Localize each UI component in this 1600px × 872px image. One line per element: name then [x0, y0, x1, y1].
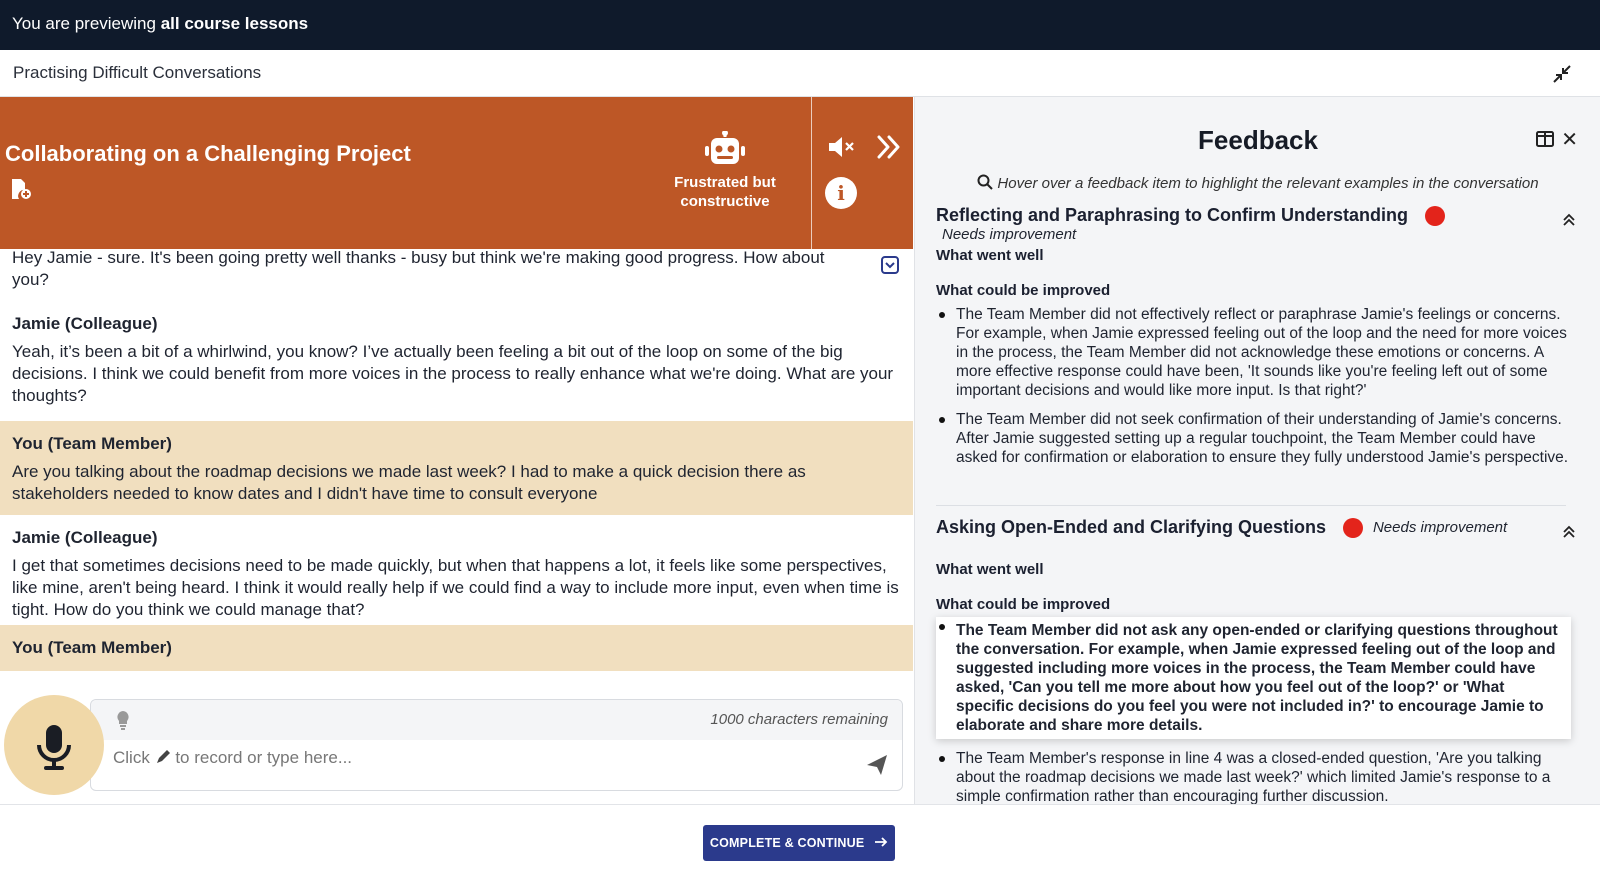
- status-dot: [1425, 206, 1445, 226]
- scenario-brief-icon[interactable]: [10, 178, 32, 200]
- message-text: Are you talking about the roadmap decisions we made last week? I had to make a quick decision there as stakeholders needed to know dates and I didn't have time to consult everyone: [12, 462, 806, 503]
- chat-transcript[interactable]: [0, 249, 913, 671]
- message-composer: [0, 671, 913, 804]
- placeholder-suffix: to record or type here...: [175, 748, 353, 767]
- message-text: I get that sometimes decisions need to be made quickly, but when that happens a lot, it feels like some perspectives, like mine, aren't being heard. I think it would really help if we could find a way to include more input, even when time is tight. How do you think we could manage that?: [12, 556, 899, 619]
- persona-mood: Frustrated but constructive: [674, 174, 776, 210]
- info-icon[interactable]: i: [825, 177, 857, 209]
- message-text: Hey Jamie - sure. It's been going pretty well thanks - busy but think we're making good progress. How about you?: [12, 249, 825, 289]
- message-text: Yeah, it’s been a bit of a whirlwind, you know? I’ve actually been feeling a bit out of the loop on some of the big decisions. I think we could benefit from more voices in the process to really enhance what we're doing. What are your thoughts?: [12, 342, 894, 405]
- feedback-item[interactable]: The Team Member did not effectively reflect or paraphrase Jamie's feelings or concerns. For example, when Jamie expressed feeling out of the loop and the need for more voices in the process, the Team Member did not acknowledge these emotions or concerns. A more effective response could have been, 'It sounds like you're feeling left out of some important decisions and would like more input. Is that right?': [936, 305, 1571, 400]
- record-button[interactable]: [4, 695, 104, 795]
- feedback-hint-text: Hover over a feedback item to highlight the relevant examples in the conversation: [997, 175, 1539, 192]
- feedback-hint: [915, 174, 1600, 192]
- persona-indicator: [660, 131, 790, 211]
- went-well-label: What went well: [936, 561, 1044, 578]
- robot-icon: [705, 131, 745, 167]
- preview-banner: [0, 0, 1600, 50]
- skill-title: Asking Open-Ended and Clarifying Questions: [936, 517, 1327, 537]
- improvement-list: [936, 305, 1571, 477]
- feedback-panel: [914, 97, 1600, 804]
- feedback-section-header[interactable]: [936, 517, 1566, 545]
- improvement-list: [936, 617, 1571, 804]
- skip-forward-icon[interactable]: [875, 133, 903, 161]
- message-placeholder[interactable]: [113, 748, 352, 768]
- status-label: Needs improvement: [1372, 519, 1508, 536]
- chat-message: [0, 313, 913, 417]
- message-speaker: Jamie (Colleague): [12, 528, 158, 547]
- conversation-panel: [0, 97, 913, 804]
- lightbulb-icon[interactable]: [115, 710, 131, 730]
- skill-title: Reflecting and Paraphrasing to Confirm Understanding: [936, 205, 1409, 225]
- improve-label: What could be improved: [936, 596, 1111, 613]
- scenario-header: [0, 97, 913, 249]
- chevron-up-icon[interactable]: [1562, 213, 1576, 227]
- send-icon[interactable]: [866, 754, 888, 776]
- feedback-item-highlighted[interactable]: The Team Member did not ask any open-ended or clarifying questions throughout the conversation. For example, when Jamie expressed feeling out of the loop and suggested including more voices in the process, the Team Member could have asked, 'Can you tell me more about how you feel out of the loop?' or 'What specific decisions do you feel you were not included in?' to encourage Jamie to elaborate and share more details.: [936, 617, 1571, 739]
- section-divider: [936, 505, 1566, 506]
- placeholder-prefix: Click: [113, 748, 150, 767]
- scenario-title: Collaborating on a Challenging Project: [5, 141, 411, 166]
- feedback-title: Feedback: [1198, 125, 1318, 155]
- went-well-label: What went well: [936, 247, 1044, 264]
- course-title: Practising Difficult Conversations: [13, 63, 262, 82]
- close-icon[interactable]: ✕: [1561, 129, 1578, 151]
- search-icon: [977, 174, 993, 190]
- feedback-section: [936, 517, 1566, 545]
- character-counter: 1000 characters remaining: [710, 711, 888, 728]
- message-speaker: You (Team Member): [12, 638, 172, 657]
- microphone-icon: [4, 695, 104, 795]
- scroll-to-bottom-icon[interactable]: [881, 256, 899, 274]
- complete-continue-button[interactable]: [703, 825, 895, 861]
- chat-message: [0, 249, 913, 303]
- split-view-icon[interactable]: [1536, 131, 1554, 147]
- message-speaker: Jamie (Colleague): [12, 314, 158, 333]
- mute-icon[interactable]: [827, 135, 855, 159]
- pencil-mic-icon: [155, 749, 171, 765]
- message-speaker: You (Team Member): [12, 434, 172, 453]
- feedback-section: [936, 205, 1566, 244]
- feedback-item[interactable]: The Team Member did not seek confirmation of their understanding of Jamie's concerns. After Jamie suggested setting up a regular touchpoint, the Team Member could have asked for confirmation or elaboration to ensure they fully understood Jamie's perspective.: [936, 410, 1571, 467]
- arrow-right-icon: [874, 836, 888, 848]
- chat-message: [0, 527, 913, 637]
- message-input-box[interactable]: [90, 699, 903, 791]
- preview-banner-text: You are previewing: [12, 14, 156, 33]
- minimize-icon[interactable]: [1552, 64, 1572, 84]
- chevron-up-icon[interactable]: [1562, 525, 1576, 539]
- chat-message-user: [0, 421, 913, 515]
- course-header: [0, 50, 1600, 97]
- improve-label: What could be improved: [936, 282, 1111, 299]
- status-dot: [1343, 518, 1363, 538]
- complete-continue-label: COMPLETE & CONTINUE: [709, 836, 865, 850]
- chat-message-user: [0, 625, 913, 671]
- feedback-section-header[interactable]: [936, 205, 1566, 244]
- lesson-footer: [0, 804, 1600, 872]
- preview-banner-scope: all course lessons: [160, 14, 309, 33]
- feedback-item[interactable]: The Team Member's response in line 4 was a closed-ended question, 'Are you talking about the roadmap decisions we made last week?' which limited Jamie's response to a simple confirmation rather than encouraging further discussion.: [936, 749, 1571, 804]
- status-label: Needs improvement: [942, 226, 1077, 244]
- header-divider: [811, 97, 812, 249]
